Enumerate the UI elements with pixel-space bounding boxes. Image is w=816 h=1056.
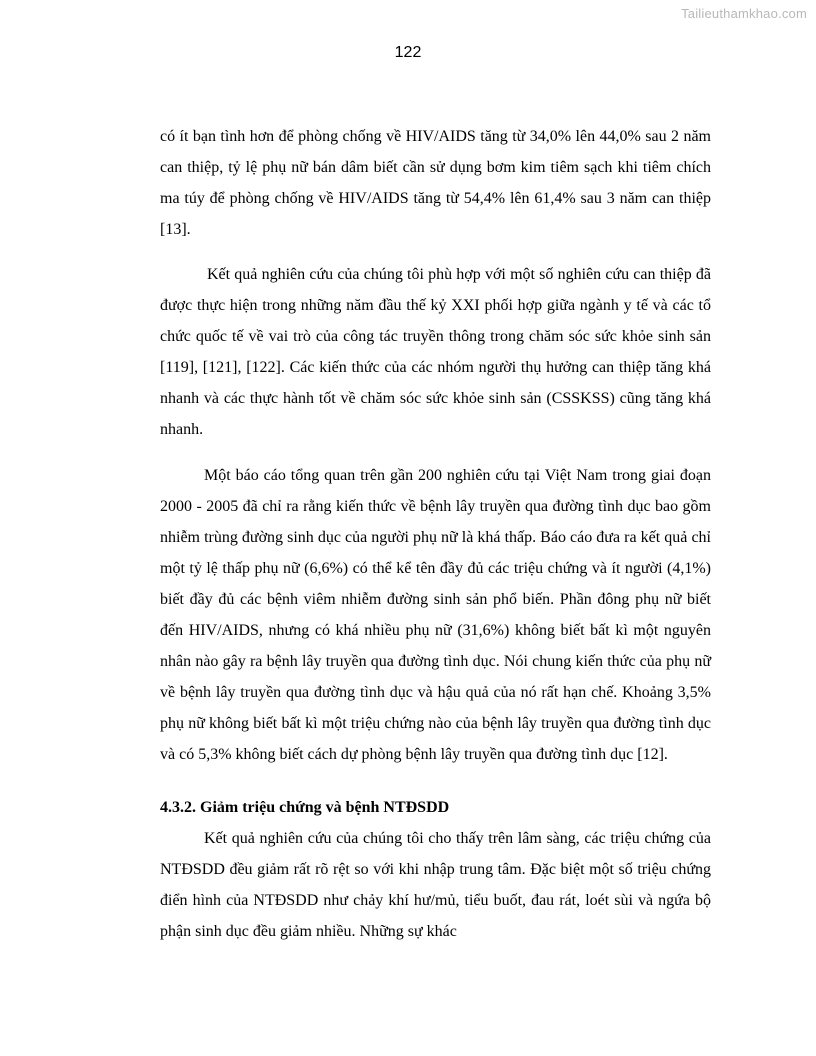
watermark: Tailieuthamkhao.com (681, 6, 807, 21)
paragraph-continuation: có ít bạn tình hơn để phòng chống về HIV/AIDS tăng từ 34,0% lên 44,0% sau 2 năm can thiệp, tỷ lệ phụ nữ bán dâm biết cần sử dụng bơm kim tiêm sạch khi tiêm chích ma túy để phòng chống về HIV/AIDS tăng từ 54,4% lên 61,4% sau 3 năm can thiệp [13]. (160, 128, 711, 238)
document-body (160, 121, 711, 947)
paragraph-study-comparison: Kết quả nghiên cứu của chúng tôi phù hợp với một số nghiên cứu can thiệp đã được thực hiện trong những năm đầu thế kỷ XXI phối hợp giữa ngành y tế và các tổ chức quốc tế về vai trò của công tác truyền thông trong chăm sóc sức khỏe sinh sản [119], [121], [122]. Các kiến thức của các nhóm người thụ hưởng can thiệp tăng khá nhanh và các thực hành tốt về chăm sóc sức khỏe sinh sản (CSSKSS) cũng tăng khá nhanh. (160, 266, 711, 438)
page-number: 122 (394, 44, 422, 61)
section-heading: 4.3.2. Giảm triệu chứng và bệnh NTĐSDD (160, 799, 450, 816)
paragraph-review-report: Một báo cáo tổng quan trên gần 200 nghiên cứu tại Việt Nam trong giai đoạn 2000 - 2005 đã chỉ ra rằng kiến thức về bệnh lây truyền qua đường tình dục bao gồm nhiễm trùng đường sinh dục của người phụ nữ là khá thấp. Báo cáo đưa ra kết quả chỉ một tỷ lệ thấp phụ nữ (6,6%) có thể kể tên đầy đủ các triệu chứng và ít người (4,1%) biết đầy đủ các bệnh viêm nhiễm đường sinh sản phổ biến. Phần đông phụ nữ biết đến HIV/AIDS, nhưng có khá nhiều phụ nữ (31,6%) không biết bất kì một nguyên nhân nào gây ra bệnh lây truyền qua đường tình dục. Nói chung kiến thức của phụ nữ về bệnh lây truyền qua đường tình dục và hậu quả của nó rất hạn chế. Khoảng 3,5% phụ nữ không biết bất kì một triệu chứng nào của bệnh lây truyền qua đường tình dục và có 5,3% không biết cách dự phòng bệnh lây truyền qua đường tình dục [12]. (160, 467, 711, 763)
paragraph-symptom-reduction: Kết quả nghiên cứu của chúng tôi cho thấy trên lâm sàng, các triệu chứng của NTĐSDD đều giảm rất rõ rệt so với khi nhập trung tâm. Đặc biệt một số triệu chứng điển hình của NTĐSDD như chảy khí hư/mủ, tiểu buốt, đau rát, loét sùi và ngứa bộ phận sinh dục đều giảm nhiều. Những sự khác (160, 830, 711, 940)
spacer (160, 784, 711, 792)
